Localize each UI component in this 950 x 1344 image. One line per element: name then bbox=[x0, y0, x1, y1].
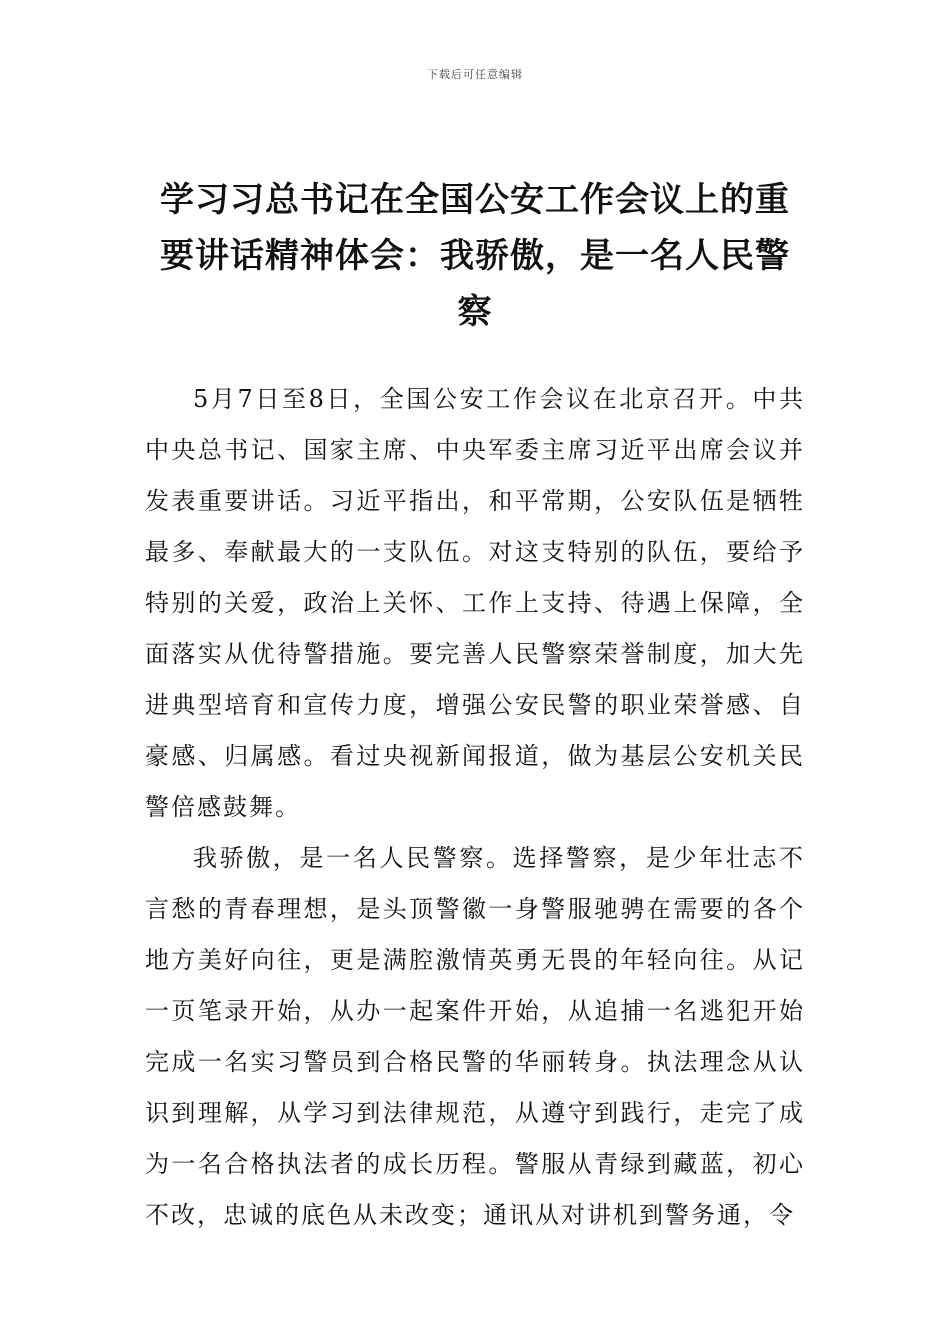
header-note: 下载后可任意编辑 bbox=[427, 68, 523, 81]
paragraph-1: 5月7日至8日，全国公安工作会议在北京召开。中共中央总书记、国家主席、中央军委主席习近平出席会议并发表重要讲话。习近平指出，和平常期，公安队伍是牺牲最多、奉献最大的一支队伍。对这支特别的队伍，要给予特别的关爱，政治上关怀、工作上支持、待遇上保障，全面落实从优待警措施。要完善人民警察荣誉制度，加大先进典型培育和宣传力度，增强公安民警的职业荣誉感、自豪感、归属感。看过央视新闻报道，做为基层公安机关民警倍感鼓舞。 bbox=[145, 385, 805, 821]
paragraph-2: 我骄傲，是一名人民警察。选择警察，是少年壮志不言愁的青春理想，是头顶警徽一身警服驰骋在需要的各个地方美好向往，更是满腔激情英勇无畏的年轻向往。从记一页笔录开始，从办一起案件开始，从追捕一名逃犯开始完成一名实习警员到合格民警的华丽转身。执法理念从认识到理解，从学习到法律规范，从遵守到践行，走完了成为一名合格执法者的成长历程。警服从青绿到藏蓝，初心不改，忠诚的底色从未改变；通讯从对讲机到警务通，令 bbox=[145, 844, 805, 1229]
document-title: 学习习总书记在全国公安工作会议上的重要讲话精神体会：我骄傲，是一名人民警察 bbox=[160, 180, 790, 332]
document-body bbox=[145, 374, 805, 1241]
